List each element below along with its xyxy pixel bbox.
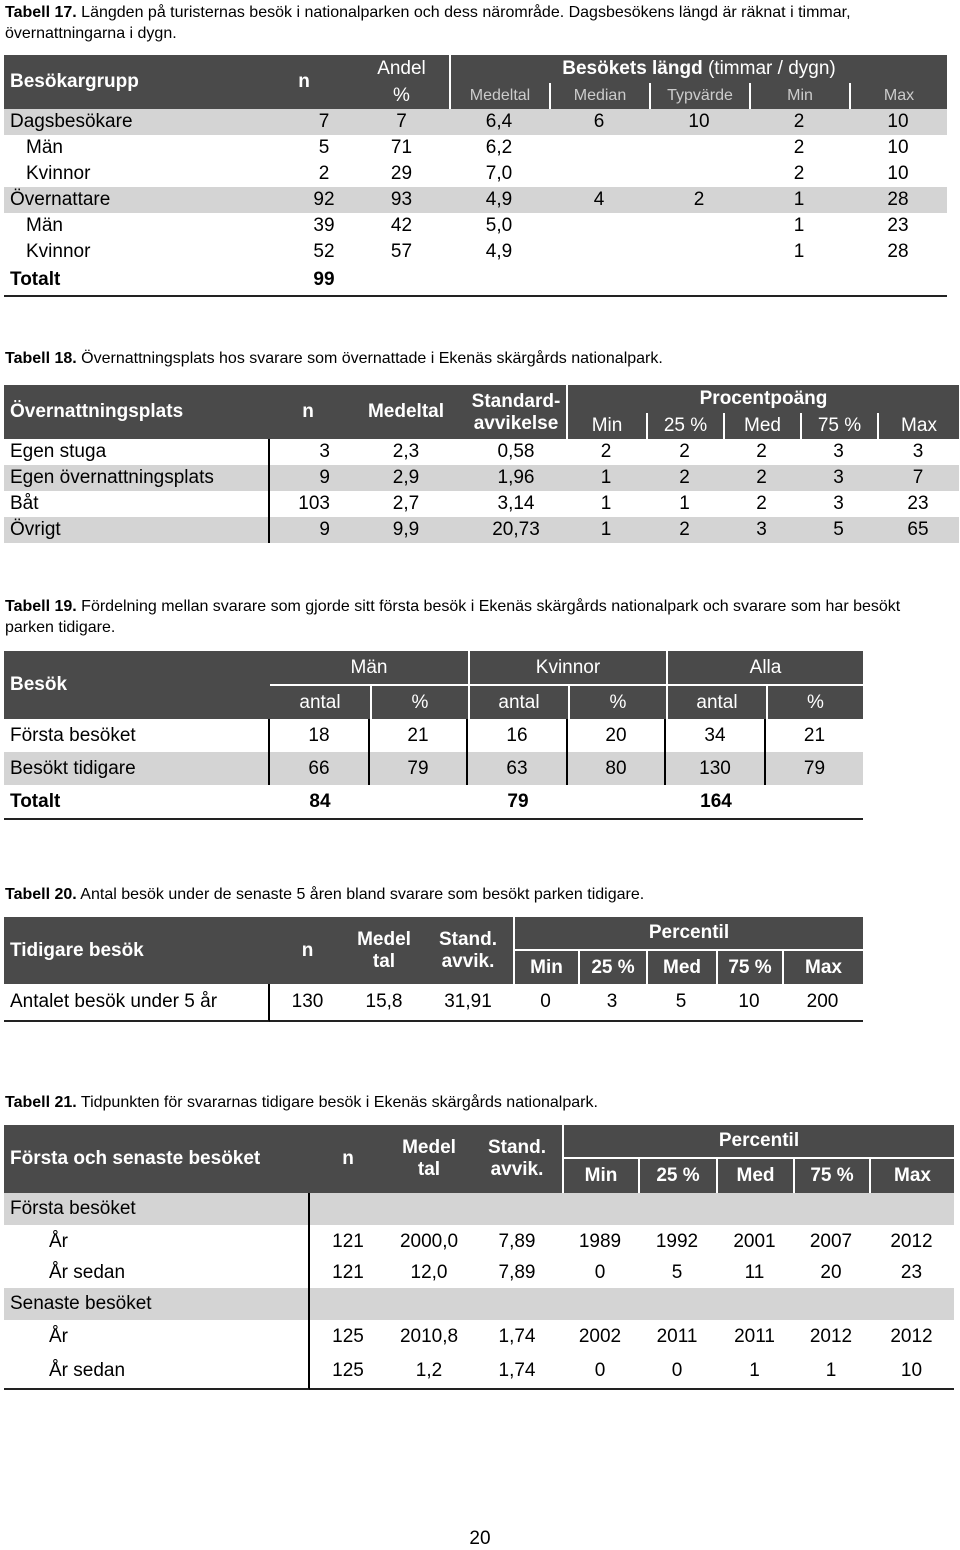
header-min: Min	[562, 1159, 638, 1193]
header-men: Män	[270, 651, 468, 686]
header-max: Max	[877, 413, 959, 439]
table-row: Kvinnor 52 57 4,9 1 28	[26, 241, 909, 262]
header-overnight-place: Övernattningsplats	[4, 385, 270, 439]
header-std: Stand. avvik.	[423, 917, 513, 984]
header-mean: Medel tal	[386, 1125, 472, 1193]
table-row: Egen stuga 3 2,3 0,58 2 2 2 3 3	[4, 439, 959, 465]
table-row: År 121 2000,0 7,89 1989 1992 2001 2007 2012	[4, 1225, 954, 1258]
header-mean: Medeltal	[346, 385, 466, 439]
header-n: n	[310, 1125, 386, 1193]
table-19	[4, 651, 863, 820]
header-max: Max	[869, 1159, 954, 1193]
header-visit-length: Besökets längd (timmar / dygn)	[449, 55, 947, 83]
header-max: Max	[849, 83, 947, 109]
header-percentile-points: Procentpoäng	[566, 385, 959, 413]
table-total-row: Totalt 99	[4, 265, 947, 297]
header-visitor-group: Besökargrupp	[4, 55, 254, 109]
header-all-pct: %	[766, 686, 863, 719]
header-n: n	[254, 55, 354, 109]
table-21-caption: Tabell 21. Tidpunkten för svararnas tidigare besök i Ekenäs skärgårds nationalpark.	[5, 1094, 598, 1111]
header-p75: 75 %	[716, 951, 782, 984]
header-visit: Besök	[4, 651, 270, 719]
table-19-caption: Tabell 19. Fördelning mellan svarare som gjorde sitt första besök i Ekenäs skärgårds nationalpark och svarare som har besökt parken tidigare.	[5, 598, 901, 636]
header-p25: 25 %	[646, 413, 723, 439]
page-number: 20	[469, 1528, 491, 1549]
header-women: Kvinnor	[468, 651, 666, 686]
table-row: Dagsbesökare 7 7 6,4 6 10 2 10	[4, 109, 947, 135]
table-row: Båt 103 2,7 3,14 1 1 2 3 23	[4, 491, 959, 517]
header-med: Med	[716, 1159, 793, 1193]
table-17	[4, 55, 947, 297]
header-min: Min	[749, 83, 849, 109]
header-med: Med	[723, 413, 800, 439]
table-row: År 125 2010,8 1,74 2002 2011 2011 2012 2012	[4, 1320, 954, 1354]
table-20-caption: Tabell 20. Antal besök under de senaste 5 åren bland svarare som besökt parken tidigare.	[5, 886, 645, 903]
header-median: Median	[549, 83, 649, 109]
header-min: Min	[566, 413, 646, 439]
table-row: Kvinnor 2 29 7,0 2 10	[26, 163, 909, 184]
table-20	[4, 917, 863, 1022]
header-women-pct: %	[568, 686, 666, 719]
header-all-count: antal	[666, 686, 766, 719]
table-18-caption: Tabell 18. Övernattningsplats hos svarare som övernattade i Ekenäs skärgårds nationalpark.	[5, 350, 663, 367]
table-row: Antalet besök under 5 år 130 15,8 31,91 0 3 5 10 200	[4, 984, 863, 1022]
header-n: n	[270, 917, 345, 984]
header-p25: 25 %	[578, 951, 646, 984]
table-row: År sedan 121 12,0 7,89 0 5 11 20 23	[4, 1258, 954, 1288]
header-men-count: antal	[270, 686, 370, 719]
table-row: Egen övernattningsplats 9 2,9 1,96 1 2 2 3 7	[4, 465, 959, 491]
header-percentile: Percentil	[562, 1125, 954, 1159]
table-row: Besökt tidigare 66 79 63 80 130 79	[4, 752, 863, 785]
header-men-pct: %	[370, 686, 468, 719]
header-pct: %	[354, 83, 449, 109]
table-row: År sedan 125 1,2 1,74 0 0 1 1 10	[4, 1354, 954, 1390]
header-med: Med	[646, 951, 716, 984]
header-first-last-visit: Första och senaste besöket	[4, 1125, 310, 1193]
header-mean: Medeltal	[449, 83, 549, 109]
table-row: Övrigt 9 9,9 20,73 1 2 3 5 65	[4, 517, 959, 543]
group-row-last-visit: Senaste besöket	[4, 1288, 954, 1320]
header-max: Max	[782, 951, 863, 984]
header-mode: Typvärde	[649, 83, 749, 109]
group-row-first-visit: Första besöket	[4, 1193, 954, 1225]
header-std-2: avvikelse	[466, 413, 566, 439]
table-row: Första besöket 18 21 16 20 34 21	[4, 719, 863, 752]
header-n: n	[270, 385, 346, 439]
table-row: Män 39 42 5,0 1 23	[26, 215, 909, 236]
table-17-caption: Tabell 17. Längden på turisternas besök i nationalparken och dess närområde. Dagsbesökens längd är räknat i timmar, övernattningarna i dygn.	[5, 4, 851, 42]
table-row: Män 5 71 6,2 2 10	[26, 137, 909, 158]
table-total-row: Totalt 84 79 164	[4, 785, 863, 820]
header-andel: Andel	[354, 55, 449, 83]
header-percentile: Percentil	[513, 917, 863, 951]
table-row: Övernattare 92 93 4,9 4 2 1 28	[4, 187, 947, 213]
table-21	[4, 1125, 954, 1390]
header-p25: 25 %	[638, 1159, 716, 1193]
header-std: Stand. avvik.	[472, 1125, 562, 1193]
header-std-1: Standard-	[466, 385, 566, 413]
header-mean: Medel tal	[345, 917, 423, 984]
header-all: Alla	[666, 651, 863, 686]
header-p75: 75 %	[800, 413, 877, 439]
table-18	[4, 385, 959, 543]
header-min: Min	[513, 951, 578, 984]
header-women-count: antal	[468, 686, 568, 719]
header-p75: 75 %	[793, 1159, 869, 1193]
header-previous-visits: Tidigare besök	[4, 917, 270, 984]
